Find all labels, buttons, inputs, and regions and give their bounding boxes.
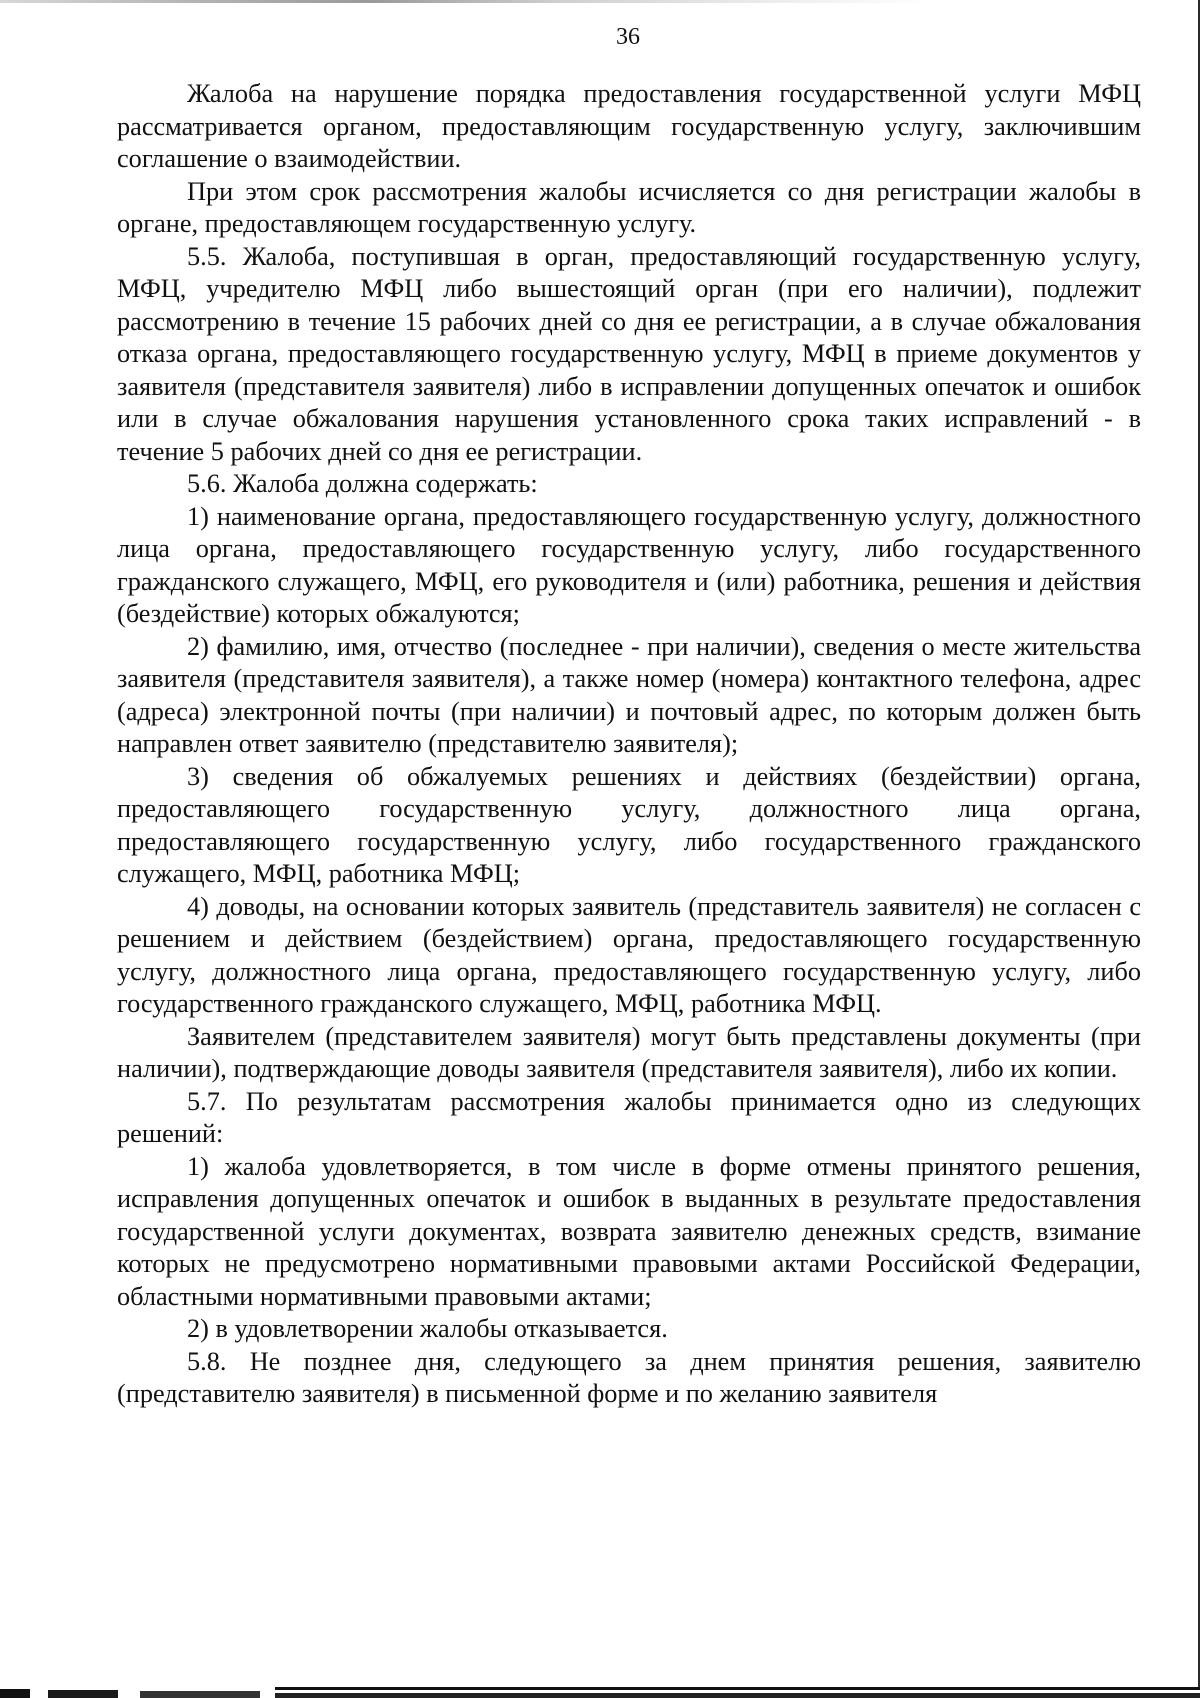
paragraph: 2) фамилию, имя, отчество (последнее - при наличии), сведения о месте жительства заявителя (представителя заявителя), а также номер (номера) контактного телефона, адрес (адреса) электронной почты (при наличии) и почтовый адрес, по которым должен быть направлен ответ заявителю (представителю заявителя); bbox=[117, 631, 1141, 758]
paragraph: 5.5. Жалоба, поступившая в орган, предоставляющий государственную услугу, МФЦ, учредителю МФЦ либо вышестоящий орган (при его наличии), подлежит рассмотрению в течение 15 рабочих дней со дня ее регистрации, а в случае обжалования отказа органа, предоставляющего государственную услугу, МФЦ в приеме документов у заявителя (представителя заявителя) либо в исправлении допущенных опечаток и ошибок или в случае обжалования нарушения установленного срока таких исправлений - в течение 5 рабочих дней со дня ее регистрации. bbox=[117, 241, 1141, 466]
paragraph: 1) наименование органа, предоставляющего государственную услугу, должностного лица органа, предоставляющего государственную услугу, либо государственного гражданского служащего, МФЦ, его руководителя и (или) работника, решения и действия (бездействие) которых обжалуются; bbox=[117, 501, 1141, 628]
paragraph: 1) жалоба удовлетворяется, в том числе в форме отмены принятого решения, исправления допущенных опечаток и ошибок в выданных в результате предоставления государственной услуги документах, возврата заявителю денежных средств, взимание которых не предусмотрено нормативными правовыми актами Российской Федерации, областными нормативными правовыми актами; bbox=[117, 1151, 1141, 1311]
paragraph: 5.7. По результатам рассмотрения жалобы принимается одно из следующих решений: bbox=[117, 1086, 1141, 1148]
paragraph: 3) сведения об обжалуемых решениях и действиях (бездействии) органа, предоставляющего государственную услугу, должностного лица органа, предоставляющего государственную услугу, либо государственного гражданского служащего, МФЦ, работника МФЦ; bbox=[117, 761, 1141, 888]
paragraph: 5.8. Не позднее дня, следующего за днем принятия решения, заявителю (представителю заявителя) в письменной форме и по желанию заявителя bbox=[117, 1346, 1141, 1408]
paragraph: 4) доводы, на основании которых заявитель (представитель заявителя) не согласен с решением и действием (бездействием) органа, предоставляющего государственную услугу, должностного лица органа, предоставляющего государственную услугу, либо государственного гражданского служащего, МФЦ, работника МФЦ. bbox=[117, 891, 1141, 1018]
paragraph: Жалоба на нарушение порядка предоставления государственной услуги МФЦ рассматривается органом, предоставляющим государственную услугу, заключившим соглашение о взаимодействии. bbox=[117, 79, 1141, 173]
paragraph: Заявителем (представителем заявителя) могут быть представлены документы (при наличии), подтверждающие доводы заявителя (представителя заявителя), либо их копии. bbox=[117, 1021, 1141, 1083]
scan-mark bbox=[0, 1689, 30, 1698]
document-body bbox=[117, 78, 1141, 1411]
scan-mark bbox=[48, 1690, 118, 1698]
scan-line bbox=[275, 1687, 1200, 1690]
scan-line bbox=[275, 1693, 1200, 1698]
paragraph: 5.6. Жалоба должна содержать: bbox=[187, 469, 538, 498]
page-number: 36 bbox=[616, 24, 640, 50]
scan-top-edge bbox=[0, 0, 930, 3]
scan-bottom-edge bbox=[0, 1687, 1200, 1698]
paragraph: 2) в удовлетворении жалобы отказывается. bbox=[187, 1314, 668, 1343]
scan-mark bbox=[140, 1691, 260, 1698]
paragraph: При этом срок рассмотрения жалобы исчисляется со дня регистрации жалобы в органе, предоставляющем государственную услугу. bbox=[117, 176, 1141, 238]
